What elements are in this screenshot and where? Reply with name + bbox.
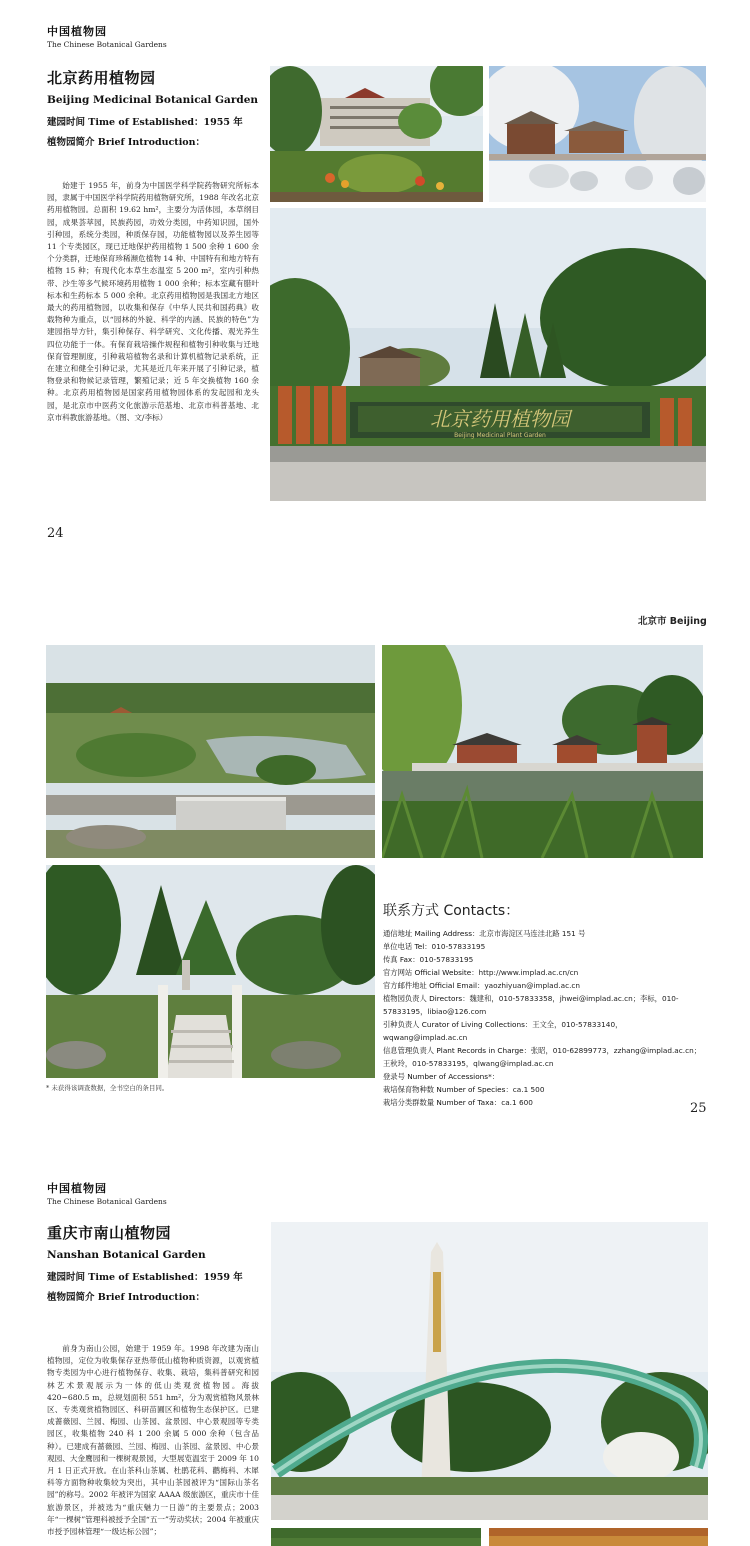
established-line-2: 建园时间 Time of Established：1959 年 xyxy=(47,1272,243,1283)
contact-tel: 单位电话 Tel：010-57833195 xyxy=(383,942,486,951)
footnote: * 未获得该调查数据，全书空白的条目同。 xyxy=(46,1084,169,1092)
page-number-25: 25 xyxy=(690,1101,707,1116)
garden-description: 始建于 1955 年，前身为中国医学科学院药物研究所标本园，隶属于中国医学科学院药用植物研究所，1988 年改名北京药用植物园。总面积 19.62 hm²，主要分为活体园，本草纲目园，成果荟萃园，民族药园，功效分类园，中药知识园，国外引种园，系统分类园，种质保存园，功能植物园以及养生园等 11 个专类园区，现已迁地保护药用植物 1 500 余种 1 600 余个分类群，迁地保育珍稀濒危植物 14 种、中国特有和地方特有植物 15 种；有现代化本草生态温室 5 200 m²，室内引种热带、沙生等多气候环境药用植物 1 000 余种；标本室藏有腊叶标本和生药标本 5 000 余种。北京药用植物园是我国北方地区最大的药用植物园，以收集和保存《中华人民共和国药典》收载物种为重点，以“园林的外貌、科学的内涵、民族的特色”为建园指导方针，集引种保存、科学研究、文化传播、观光养生四位功能于一体。有保育栽培操作规程和植物引种收集与迁地保育管理制度，引种栽培植物名录和计算机植物记录系统，正在建立和健全引种记录，尤其是近几年来开展了引种记录，植物登录和物候记录管理，繁殖记录；近 5 年交换植物 160 余种。北京药用植物园是国家药用植物园体系的发起园和龙头园，是北京市中医药文化旅游示范基地、北京市科普基地、北京市科教旅游基地。（图、文/李标） xyxy=(47,181,259,422)
contact-taxa: 栽培分类群数量 Number of Taxa：ca.1 600 xyxy=(383,1098,533,1107)
brand-header-2 xyxy=(47,1180,167,1206)
contact-email: 官方邮件地址 Official Email：yaozhiyuan@implad.ac.cn xyxy=(383,981,581,990)
contacts-section xyxy=(383,900,705,1109)
garden-title-en-2: Nanshan Botanical Garden xyxy=(47,1249,206,1261)
brand-title-en: The Chinese Botanical Gardens xyxy=(47,40,167,49)
garden-title-cn-2: 重庆市南山植物园 xyxy=(47,1224,172,1242)
garden-description-2: 前身为南山公园，始建于 1959 年。1998 年改建为南山植物园，定位为收集保存亚热带低山植物种质资源，以观赏植物专类园为中心进行植物保存、收集、栽培，集科普研究和园林艺术景观展示为一体的低山类观赏植物园。海拔 420~680.5 m，总规划面积 551 hm²，分为观赏植物风景林区、专类观赏植物园区、科研苗圃区和植物生态保护区。已建成蔷薇园、兰园、梅园、山茶园、盆景园、中心景观园等专类园区，收集植物 240 科 1 200 余属 5 000 余种（包含品种）。已建成有蔷薇园、兰园、梅园、山茶园、盆景园、中心景观园、大金鹰园和一棵树观景园，大型展览温室于 2009 年 10 月 1 日正式开放。在山茶科山茶属、杜鹃花科、鹳梅科、木犀科等方面物种收集较为突出，其中山茶园被评为“国际山茶名园”的称号。2002 年被评为国家 AAAA 级旅游区，重庆市十佳旅游景区，并被选为“重庆魅力一日游”的主要景点；2003 年“一棵树”管理科被授予全国“五一”劳动奖状；2004 年被重庆市授予园林管理“一级达标公园”； xyxy=(47,1344,259,1537)
photo-white-stairs xyxy=(46,865,375,1078)
garden-header-2 xyxy=(47,1222,262,1303)
contacts-list xyxy=(383,927,705,1109)
contact-records: 信息管理负责人 Plant Records in Charge：张昭，010-62899773，zzhang@implad.ac.cn；王秋玲，010-57833195，qlwang@implad.ac.cn xyxy=(383,1046,702,1068)
brand-title-cn-2: 中国植物园 xyxy=(47,1182,107,1195)
photo-garden-building xyxy=(270,66,483,202)
sign-text: 北京药用植物园 xyxy=(430,407,570,431)
photo-snow-pavilion xyxy=(489,66,706,202)
contact-accessions: 登录号 Number of Accessions*： xyxy=(383,1072,500,1081)
intro-label: 植物园简介 Brief Introduction： xyxy=(47,137,206,148)
city-tag: 北京市 Beijing xyxy=(638,616,707,627)
sign-text-en: Beijing Medicinal Plant Garden xyxy=(454,432,546,439)
garden-title-en: Beijing Medicinal Botanical Garden xyxy=(47,94,259,106)
photo-bottom-left xyxy=(271,1528,481,1546)
established-line: 建园时间 Time of Established：1955 年 xyxy=(47,117,243,128)
garden-title-cn: 北京药用植物园 xyxy=(47,69,156,87)
intro-label-2: 植物园简介 Brief Introduction： xyxy=(47,1292,206,1303)
page-number-24: 24 xyxy=(47,526,64,541)
brand-header xyxy=(47,23,167,49)
contacts-title: 联系方式 Contacts： xyxy=(383,903,520,919)
contact-species: 栽培保育物种数 Number of Species：ca.1 500 xyxy=(383,1085,545,1094)
photo-lake-landscape xyxy=(46,645,375,858)
contact-directors: 植物园负责人 Directors：魏建和，010-57833358，jhwei@implad.ac.cn；李标，010-57833195，libiao@126.com xyxy=(383,994,679,1016)
photo-pavilion-willows xyxy=(382,645,703,858)
contact-website: 官方网站 Official Website：http://www.implad.ac.cn/cn xyxy=(383,968,579,977)
photo-garden-entrance xyxy=(270,208,706,501)
brand-title-cn: 中国植物园 xyxy=(47,25,107,38)
photo-nanshan-arch xyxy=(271,1222,708,1520)
contact-address: 通信地址 Mailing Address：北京市海淀区马连洼北路 151 号 xyxy=(383,929,586,938)
contact-curator: 引种负责人 Curator of Living Collections：王文全，010-57833140，wqwang@implad.ac.cn xyxy=(383,1020,623,1042)
brand-title-en-2: The Chinese Botanical Gardens xyxy=(47,1197,167,1206)
contact-fax: 传真 Fax：010-57833195 xyxy=(383,955,474,964)
photo-bottom-right xyxy=(489,1528,708,1546)
garden-header xyxy=(47,67,262,148)
